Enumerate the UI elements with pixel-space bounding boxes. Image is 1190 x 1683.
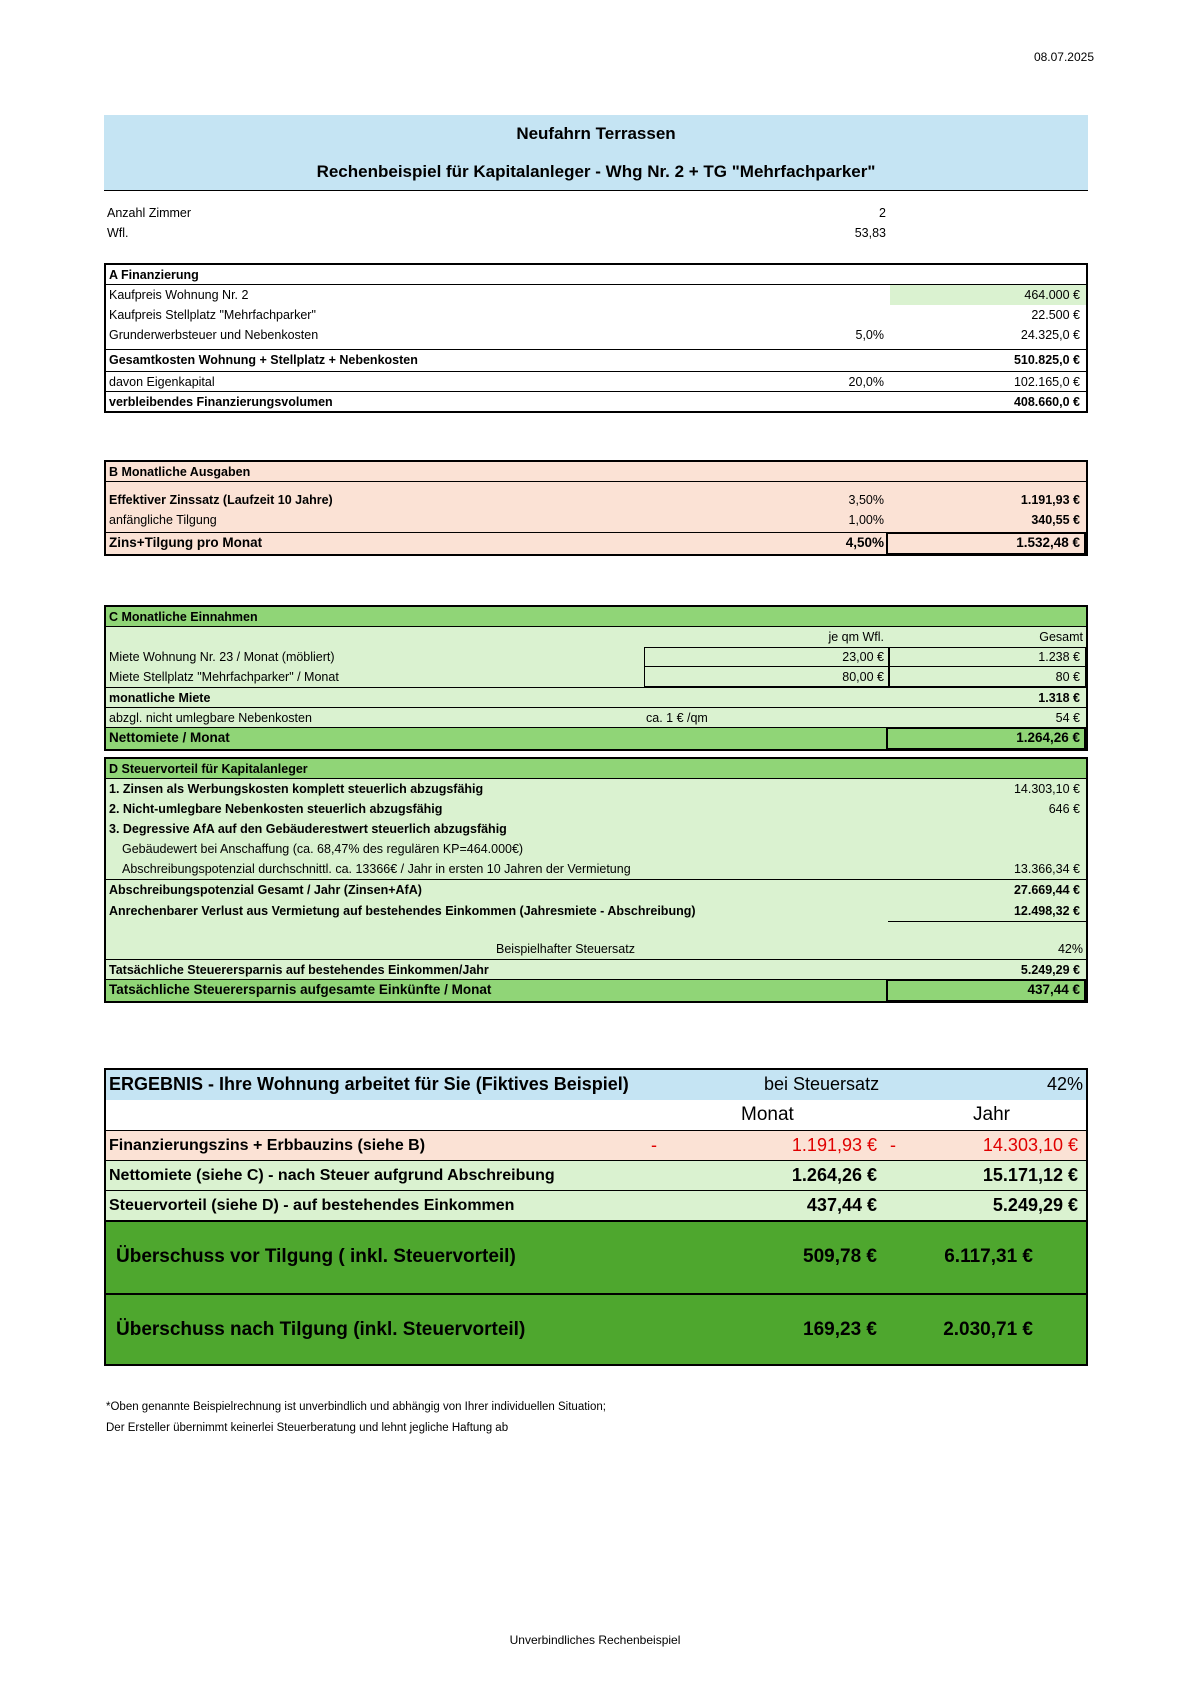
table-row xyxy=(106,707,1086,727)
info-row-area xyxy=(104,223,1088,243)
row-label: Miete Stellplatz "Mehrfachparker" / Monat xyxy=(109,670,339,684)
row-label: anfängliche Tilgung xyxy=(109,513,217,527)
row-label: Effektiver Zinssatz (Laufzeit 10 Jahre) xyxy=(109,493,333,507)
result-column-headers xyxy=(106,1100,1086,1130)
total-row xyxy=(106,879,1086,901)
section-b-expenses xyxy=(104,460,1088,556)
row-value: 646 € xyxy=(1048,802,1080,816)
row-month: 437,44 € xyxy=(806,1195,877,1215)
table-row xyxy=(106,799,1086,819)
row-year: 2.030,71 € xyxy=(943,1319,1033,1340)
section-a-header: A Finanzierung xyxy=(106,265,1086,285)
info-label: Wfl. xyxy=(107,226,129,240)
row-label: Überschuss nach Tilgung (inkl. Steuervorteil) xyxy=(116,1319,526,1340)
row-label: Steuervorteil (siehe D) - auf bestehendes Einkommen xyxy=(109,1197,515,1214)
row-month: 169,23 € xyxy=(803,1319,877,1340)
minus-sign: - xyxy=(890,1135,896,1155)
row-value: 1.318 € xyxy=(1038,691,1080,705)
row-value: 1.238 € xyxy=(1038,650,1080,664)
row-year: 15.171,12 € xyxy=(982,1165,1078,1185)
section-b-header: B Monatliche Ausgaben xyxy=(106,462,1086,482)
row-value: 5.249,29 € xyxy=(1020,963,1080,977)
table-row xyxy=(106,305,1086,325)
table-row xyxy=(106,667,1086,687)
row-value: 27.669,44 € xyxy=(1013,883,1080,897)
row-value: 1.264,26 € xyxy=(1016,730,1080,745)
row-label: 1. Zinsen als Werbungskosten komplett steuerlich abzugsfähig xyxy=(109,782,484,796)
row-label: Abschreibungspotenzial durchschnittl. ca. 13366€ / Jahr in ersten 10 Jahren der Vermietung xyxy=(122,862,631,876)
row-label: 2. Nicht-umlegbare Nebenkosten steuerlich abzugsfähig xyxy=(109,802,443,816)
row-value: 340,55 € xyxy=(1031,513,1080,527)
table-row xyxy=(106,839,1086,859)
row-month: 1.191,93 € xyxy=(791,1135,877,1155)
result-tax-label: bei Steuersatz xyxy=(764,1074,880,1094)
row-label: Überschuss vor Tilgung ( inkl. Steuervorteil) xyxy=(116,1246,516,1267)
row-value: 102.165,0 € xyxy=(1013,375,1080,389)
table-row xyxy=(106,325,1086,349)
page-title: Neufahrn Terrassen xyxy=(516,124,676,143)
row-value: 24.325,0 € xyxy=(1020,328,1080,342)
table-row xyxy=(106,490,1086,510)
row-value: 1.191,93 € xyxy=(1020,493,1080,507)
row-per-sqm: 23,00 € xyxy=(842,650,884,664)
table-row xyxy=(106,510,1086,532)
info-block xyxy=(104,203,1088,243)
result-row-surplus-after xyxy=(106,1293,1086,1364)
section-c-header: C Monatliche Einnahmen xyxy=(106,607,1086,627)
section-d-tax xyxy=(104,757,1088,1003)
row-year: 5.249,29 € xyxy=(992,1195,1078,1215)
total-row xyxy=(106,532,1086,554)
result-row-netrent xyxy=(106,1160,1086,1190)
table-row xyxy=(106,779,1086,799)
row-label: Tatsächliche Steuerersparnis auf bestehendes Einkommen/Jahr xyxy=(109,963,489,977)
total-row xyxy=(106,959,1086,979)
result-section xyxy=(104,1068,1088,1366)
row-value: 42% xyxy=(1057,942,1083,956)
row-label: Nettomiete / Monat xyxy=(109,730,230,745)
row-value: 80 € xyxy=(1055,670,1080,684)
saving-month-row xyxy=(106,979,1086,1001)
row-label: Tatsächliche Steuerersparnis aufgesamte Einkünfte / Monat xyxy=(109,982,492,997)
row-value: 408.660,0 € xyxy=(1013,395,1080,409)
col-header-total: Gesamt xyxy=(1039,630,1083,644)
row-label: Miete Wohnung Nr. 23 / Monat (möbliert) xyxy=(109,650,335,664)
table-row xyxy=(106,939,1086,959)
footnote-2: Der Ersteller übernimmt keinerlei Steuerberatung und lehnt jegliche Haftung ab xyxy=(106,1422,509,1434)
row-label: Gebäudewert bei Anschaffung (ca. 68,47% des regulären KP=464.000€) xyxy=(122,842,524,856)
table-row xyxy=(106,901,1086,921)
result-header xyxy=(106,1070,1086,1100)
total-row xyxy=(106,349,1086,371)
section-c-income xyxy=(104,605,1088,751)
footnote-1: *Oben genannte Beispielrechnung ist unverbindlich und abhängig von Ihrer individuellen Situation; xyxy=(106,1401,606,1413)
row-value: 13.366,34 € xyxy=(1013,862,1080,876)
row-percent: 4,50% xyxy=(845,535,884,550)
total-row xyxy=(106,687,1086,707)
row-label: Abschreibungspotenzial Gesamt / Jahr (Zinsen+AfA) xyxy=(109,883,422,897)
table-row xyxy=(106,859,1086,879)
info-value: 53,83 xyxy=(854,226,886,240)
row-label: Nettomiete (siehe C) - nach Steuer aufgrund Abschreibung xyxy=(109,1167,555,1184)
row-note: ca. 1 € /qm xyxy=(646,711,708,725)
table-row xyxy=(106,371,1086,391)
table-row xyxy=(106,285,1086,305)
row-value: 12.498,32 € xyxy=(1013,904,1080,918)
row-percent: 20,0% xyxy=(848,375,884,389)
row-label: Beispielhafter Steuersatz xyxy=(496,942,635,956)
info-row-rooms xyxy=(104,203,1088,223)
document-date: 08.07.2025 xyxy=(1033,50,1094,64)
row-per-sqm: 80,00 € xyxy=(842,670,884,684)
row-percent: 5,0% xyxy=(855,328,884,342)
row-label: Grunderwerbsteuer und Nebenkosten xyxy=(109,328,319,342)
row-year: 14.303,10 € xyxy=(982,1135,1078,1155)
row-label: verbleibendes Finanzierungsvolumen xyxy=(109,395,333,409)
col-header-year: Jahr xyxy=(973,1104,1010,1125)
row-value: 54 € xyxy=(1055,711,1080,725)
row-label: Zins+Tilgung pro Monat xyxy=(109,535,263,550)
info-label: Anzahl Zimmer xyxy=(107,206,192,220)
page-footer: Unverbindliches Rechenbeispiel xyxy=(509,1633,681,1647)
net-rent-row xyxy=(106,727,1086,749)
page-subtitle: Rechenbeispiel für Kapitalanleger - Whg Nr. 2 + TG "Mehrfachparker" xyxy=(316,162,876,181)
result-row-taxadv xyxy=(106,1190,1086,1220)
row-label: abzgl. nicht umlegbare Nebenkosten xyxy=(109,711,312,725)
row-label: 3. Degressive AfA auf den Gebäuderestwert steuerlich abzugsfähig xyxy=(109,822,507,836)
info-value: 2 xyxy=(879,206,886,220)
row-label: Gesamtkosten Wohnung + Stellplatz + Nebenkosten xyxy=(109,353,418,367)
col-header-per-sqm: je qm Wfl. xyxy=(828,630,884,644)
row-percent: 1,00% xyxy=(848,513,884,527)
title-box xyxy=(104,115,1088,191)
row-value: 437,44 € xyxy=(1027,982,1080,997)
row-value: 464.000 € xyxy=(1024,288,1080,302)
section-a-financing xyxy=(104,263,1088,413)
total-row xyxy=(106,391,1086,411)
section-d-header: D Steuervorteil für Kapitalanleger xyxy=(106,759,1086,779)
row-month: 1.264,26 € xyxy=(791,1165,877,1185)
minus-sign: - xyxy=(651,1135,657,1155)
row-label: Finanzierungszins + Erbbauzins (siehe B) xyxy=(109,1137,426,1154)
table-row xyxy=(106,647,1086,667)
result-row-interest xyxy=(106,1130,1086,1160)
row-year: 6.117,31 € xyxy=(944,1246,1033,1267)
table-row xyxy=(106,819,1086,839)
result-tax-value: 42% xyxy=(1046,1074,1083,1094)
row-label: Kaufpreis Wohnung Nr. 2 xyxy=(109,288,249,302)
row-label: davon Eigenkapital xyxy=(109,375,215,389)
row-month: 509,78 € xyxy=(803,1246,877,1267)
row-value: 22.500 € xyxy=(1031,308,1080,322)
result-row-surplus-before xyxy=(106,1220,1086,1293)
row-value: 14.303,10 € xyxy=(1013,782,1080,796)
result-title: ERGEBNIS - Ihre Wohnung arbeitet für Sie (Fiktives Beispiel) xyxy=(109,1074,629,1094)
underline xyxy=(888,921,1086,922)
column-header-row xyxy=(106,627,1086,647)
col-header-month: Monat xyxy=(741,1104,794,1125)
row-label: monatliche Miete xyxy=(109,691,211,705)
row-value: 1.532,48 € xyxy=(1016,535,1080,550)
row-label: Kaufpreis Stellplatz "Mehrfachparker" xyxy=(109,308,316,322)
row-label: Anrechenbarer Verlust aus Vermietung auf bestehendes Einkommen (Jahresmiete - Abschreibung) xyxy=(109,904,696,918)
row-percent: 3,50% xyxy=(848,493,884,507)
row-value: 510.825,0 € xyxy=(1013,353,1080,367)
